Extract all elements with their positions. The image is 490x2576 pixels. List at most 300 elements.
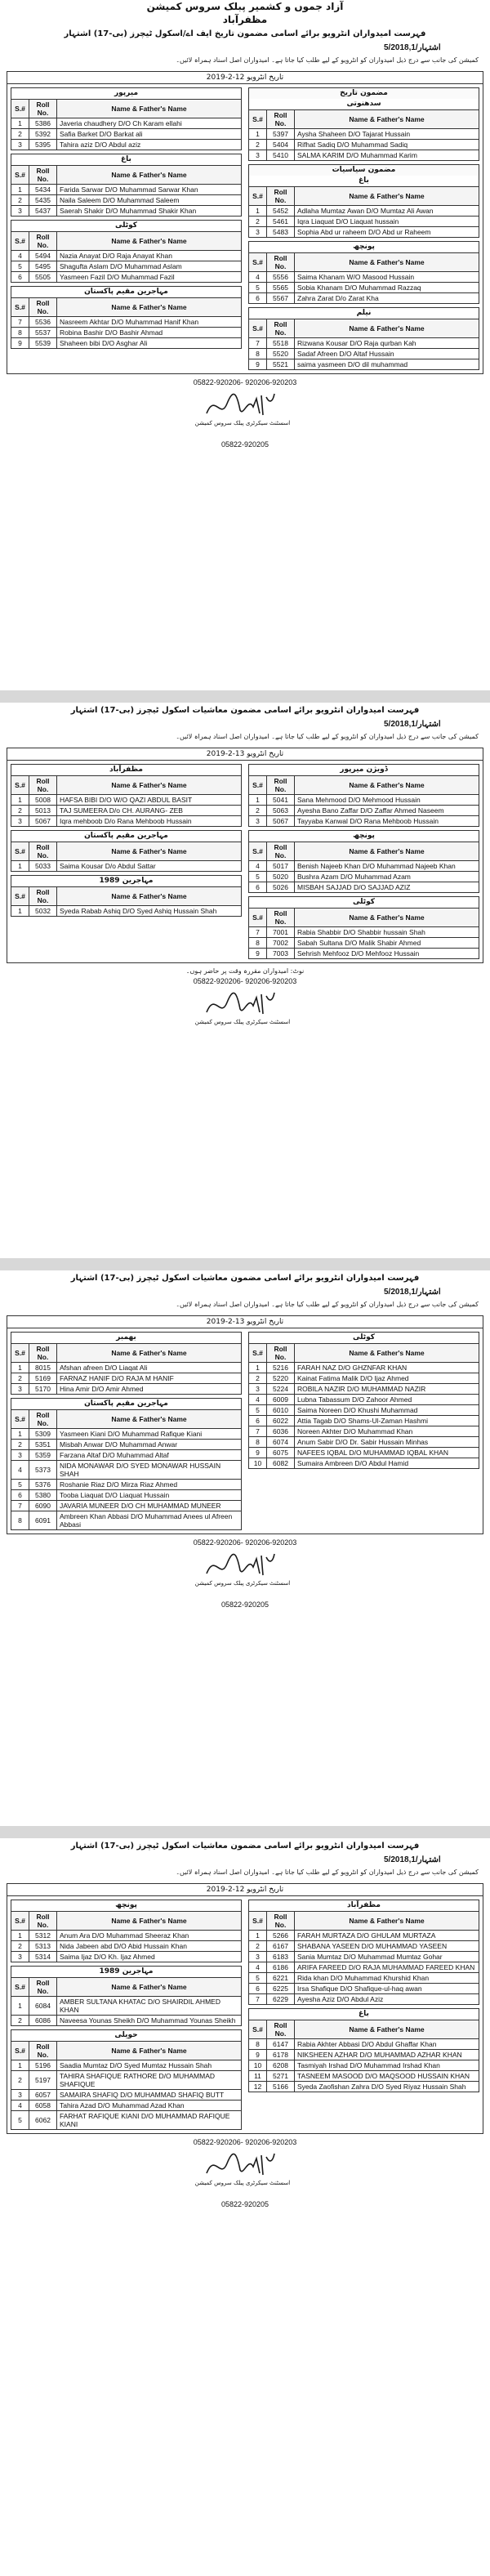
serial-cell: 2	[249, 1373, 267, 1384]
column-header-roll-no: Roll No.	[29, 842, 57, 861]
column-header-name: Name & Father's Name	[57, 298, 242, 317]
table-row	[11, 806, 242, 816]
table-header-row	[11, 100, 242, 118]
candidate-group	[248, 764, 479, 827]
table-row	[11, 1384, 242, 1395]
column-header-serial: S.#	[11, 887, 29, 906]
district-columns	[7, 1328, 483, 1534]
candidate-name-cell: Sana Mehmood D/O Mehmood Hussain	[295, 795, 479, 806]
notice-page	[0, 703, 490, 1258]
candidate-table	[248, 1911, 479, 2005]
notice-page	[0, 1270, 490, 1826]
candidate-table	[248, 775, 479, 827]
table-header-row	[249, 253, 479, 272]
table-row	[249, 217, 479, 227]
right-column	[7, 1896, 245, 2133]
table-header-row	[11, 298, 242, 317]
table-row	[11, 1363, 242, 1373]
candidate-name-cell: Ayesha Aziz D/O Abdul Aziz	[295, 1994, 479, 2005]
candidate-name-cell: Zahra Zarat D/o Zarat Kha	[295, 293, 479, 304]
column-header-name: Name & Father's Name	[295, 253, 479, 272]
district-heading: مظفرآباد	[11, 764, 242, 775]
candidate-name-cell: TAHIRA SHAFIQUE RATHORE D/O MUHAMMAD SHAFIQUE	[57, 2071, 242, 2090]
table-row	[11, 1952, 242, 1962]
serial-cell: 2	[249, 140, 267, 150]
candidate-name-cell: Tasmiyah Irshad D/O Muhammad Irshad Khan	[295, 2060, 479, 2071]
roll-number-cell: 5392	[29, 129, 57, 140]
candidate-name-cell: Ambreen Khan Abbasi D/O Muhammad Anees ul Afreen Abbasi	[57, 1511, 242, 1530]
table-row	[11, 338, 242, 349]
candidate-name-cell: FARAH MURTAZA D/O GHULAM MURTAZA	[295, 1931, 479, 1941]
notice-heading: فہرست امیدواران انٹرویو برائے اسامی مضمون معاشیات اسکول ٹیچرز (بی-17) اشتہار	[70, 1842, 420, 1851]
district-heading: میرپور	[11, 87, 242, 99]
candidate-group	[248, 896, 479, 959]
candidate-name-cell: Nasreem Akhtar D/O Muhammad Hanif Khan	[57, 317, 242, 328]
serial-cell: 1	[11, 1363, 29, 1373]
district-columns	[7, 84, 483, 373]
candidate-name-cell: Adlaha Mumtaz Awan D/O Mumtaz Ali Awan	[295, 206, 479, 217]
handwritten-signature-icon	[203, 2149, 276, 2181]
table-row	[11, 2090, 242, 2101]
roll-number-cell: 6178	[267, 2050, 295, 2060]
candidate-table	[248, 908, 479, 959]
candidate-group	[11, 1900, 242, 1962]
candidate-name-cell: HAFSA BIBI D/O W/O QAZI ABDUL BASIT	[57, 795, 242, 806]
table-header-row	[11, 1978, 242, 1997]
table-row	[11, 251, 242, 261]
district-heading: کوٹلی	[248, 1332, 479, 1343]
serial-cell: 4	[11, 2101, 29, 2111]
fax-number: 05822-920205	[220, 2200, 270, 2208]
candidate-name-cell: Sumaira Ambreen D/O Abdul Hamid	[295, 1458, 479, 1469]
roll-number-cell: 6009	[267, 1395, 295, 1405]
serial-cell: 7	[249, 338, 267, 349]
table-row	[11, 2071, 242, 2090]
serial-cell: 1	[11, 795, 29, 806]
column-header-name: Name & Father's Name	[295, 1344, 479, 1363]
serial-cell: 9	[11, 338, 29, 349]
candidate-table	[11, 1343, 242, 1395]
column-header-name: Name & Father's Name	[57, 2042, 242, 2060]
left-column	[245, 84, 483, 373]
intro-paragraph: کمیشن کی جانب سے درج ذیل امیدواران کو انٹرویو کے لیے طلب کیا جاتا ہے۔ امیدواران اصل اسناد ہمراہ لائیں۔	[176, 1301, 479, 1308]
serial-cell: 8	[11, 1511, 29, 1530]
candidate-name-cell: Iqra Liaquat D/O Liaquat hussain	[295, 217, 479, 227]
candidate-name-cell: TAJ SUMEERA D/o CH. AURANG- ZEB	[57, 806, 242, 816]
candidate-name-cell: Tahira Azad D/O Muhammad Azad Khan	[57, 2101, 242, 2111]
district-heading: باغ	[248, 176, 479, 186]
column-header-serial: S.#	[11, 298, 29, 317]
table-row	[249, 349, 479, 359]
roll-number-cell: 6167	[267, 1941, 295, 1952]
table-row	[249, 227, 479, 238]
table-row	[11, 2016, 242, 2026]
candidate-name-cell: SALMA KARIM D/O Muhammad Karim	[295, 150, 479, 161]
serial-cell: 7	[249, 1994, 267, 2005]
column-header-roll-no: Roll No.	[29, 166, 57, 185]
serial-cell: 8	[249, 938, 267, 949]
serial-cell: 7	[11, 317, 29, 328]
fax-number: 05822-920205	[220, 1601, 270, 1609]
candidate-name-cell: Rabia Shabbir D/O Shabbir hussain Shah	[295, 927, 479, 938]
roll-number-cell: 5314	[29, 1952, 57, 1962]
column-header-roll-no: Roll No.	[267, 1344, 295, 1363]
column-header-roll-no: Roll No.	[29, 298, 57, 317]
candidate-name-cell: Farida Sarwar D/O Muhammad Sarwar Khan	[57, 185, 242, 195]
table-header-row	[249, 842, 479, 861]
column-header-serial: S.#	[249, 2020, 267, 2039]
column-header-name: Name & Father's Name	[57, 776, 242, 795]
candidate-group	[248, 1900, 479, 2005]
candidate-name-cell: Sehrish Mehfooz D/O Mehfooz Hussain	[295, 949, 479, 959]
contact-numbers: 05822-920206- 920206-920203	[193, 1538, 297, 1547]
footnote: نوٹ: امیدواران مقررہ وقت پر حاضر ہوں۔	[185, 967, 305, 975]
intro-paragraph: کمیشن کی جانب سے درج ذیل امیدواران کو انٹرویو کے لیے طلب کیا جاتا ہے۔ امیدواران اصل اسناد ہمراہ لائیں۔	[176, 1868, 479, 1876]
candidate-name-cell: SHABANA YASEEN D/O MUHAMMAD YASEEN	[295, 1941, 479, 1952]
candidate-name-cell: Sophia Abd ur raheem D/O Abd ur Raheem	[295, 227, 479, 238]
roll-number-cell: 5313	[29, 1941, 57, 1952]
table-header-row	[249, 2020, 479, 2039]
table-row	[249, 882, 479, 893]
signatory-title: اسسٹنٹ سیکرٹری پبلک سروس کمیشن	[194, 2180, 291, 2186]
serial-cell: 7	[249, 1426, 267, 1437]
roll-number-cell: 5271	[267, 2071, 295, 2082]
table-row	[249, 938, 479, 949]
candidate-table	[11, 1911, 242, 1962]
column-header-roll-no: Roll No.	[29, 1410, 57, 1429]
serial-cell: 9	[249, 359, 267, 370]
candidate-name-cell: Nida Jabeen abd D/O Abid Hussain Khan	[57, 1941, 242, 1952]
serial-cell: 2	[249, 806, 267, 816]
serial-cell: 2	[11, 129, 29, 140]
serial-cell: 12	[249, 2082, 267, 2092]
column-header-roll-no: Roll No.	[29, 1344, 57, 1363]
serial-cell: 3	[249, 150, 267, 161]
table-header-row	[249, 909, 479, 927]
candidate-name-cell: Yasmeen Kiani D/O Muhammad Rafique Kiani	[57, 1429, 242, 1440]
serial-cell: 6	[249, 293, 267, 304]
candidate-table	[248, 842, 479, 893]
column-header-serial: S.#	[11, 776, 29, 795]
table-row	[11, 1440, 242, 1450]
candidate-name-cell: Rizwana Kousar D/O Raja qurban Kah	[295, 338, 479, 349]
roll-number-cell: 6058	[29, 2101, 57, 2111]
advertisement-reference: 5/2018,1/اشتہار	[384, 43, 441, 52]
candidate-name-cell: FARAH NAZ D/O GHZNFAR KHAN	[295, 1363, 479, 1373]
candidate-table	[11, 1977, 242, 2026]
commission-title: آزاد جموں و کشمیر پبلک سروس کمیشن	[146, 1, 344, 12]
table-row	[249, 1994, 479, 2005]
table-row	[249, 150, 479, 161]
candidate-name-cell: Tooba Liaquat D/O Liaquat Hussain	[57, 1490, 242, 1501]
roll-number-cell: 5395	[29, 140, 57, 150]
roll-number-cell: 6183	[267, 1952, 295, 1962]
table-header-row	[11, 887, 242, 906]
table-header-row	[249, 187, 479, 206]
serial-cell: 2	[11, 1941, 29, 1952]
table-row	[249, 1426, 479, 1437]
roll-number-cell: 6010	[267, 1405, 295, 1416]
column-header-serial: S.#	[249, 319, 267, 338]
roll-number-cell: 5359	[29, 1450, 57, 1461]
roll-number-cell: 6221	[267, 1973, 295, 1984]
roll-number-cell: 5017	[267, 861, 295, 872]
interview-date: تاریخ انٹرویو 12-2-2019	[7, 1884, 483, 1896]
candidate-table	[11, 1409, 242, 1530]
table-row	[249, 795, 479, 806]
candidate-name-cell: Naveesa Younas Sheikh D/O Muhammad Younas Sheikh	[57, 2016, 242, 2026]
handwritten-signature-icon	[203, 988, 276, 1020]
candidate-name-cell: Syeda Rabab Ashiq D/O Syed Ashiq Hussain Shah	[57, 906, 242, 917]
roll-number-cell: 5505	[29, 272, 57, 283]
signature-block	[0, 986, 490, 1038]
serial-cell: 4	[11, 1461, 29, 1480]
table-row	[249, 359, 479, 370]
serial-cell: 9	[249, 1448, 267, 1458]
column-header-serial: S.#	[11, 100, 29, 118]
roll-number-cell: 6075	[267, 1448, 295, 1458]
district-heading: سدھنوتی	[248, 99, 479, 109]
table-row	[11, 795, 242, 806]
column-header-roll-no: Roll No.	[267, 1912, 295, 1931]
interview-schedule-panel	[7, 748, 483, 963]
serial-cell: 1	[249, 795, 267, 806]
serial-cell: 10	[249, 2060, 267, 2071]
candidate-group	[248, 87, 479, 161]
candidate-table	[11, 842, 242, 872]
column-header-serial: S.#	[249, 1344, 267, 1363]
table-row	[249, 872, 479, 882]
column-header-serial: S.#	[249, 1912, 267, 1931]
candidate-name-cell: NIDA MONAWAR D/O SYED MONAWAR HUSSAIN SHAH	[57, 1461, 242, 1480]
roll-number-cell: 5404	[267, 140, 295, 150]
serial-cell: 1	[11, 906, 29, 917]
candidate-name-cell: Afshan afreen D/O Liaqat Ali	[57, 1363, 242, 1373]
serial-cell: 3	[11, 816, 29, 827]
serial-cell: 2	[11, 806, 29, 816]
candidate-group	[248, 241, 479, 304]
table-row	[11, 206, 242, 217]
candidate-name-cell: Sabah Sultana D/O Malik Shabir Ahmed	[295, 938, 479, 949]
advertisement-reference: 5/2018,1/اشتہار	[384, 1288, 441, 1297]
serial-cell: 7	[11, 1501, 29, 1511]
serial-cell: 9	[249, 949, 267, 959]
table-header-row	[249, 1344, 479, 1363]
table-row	[249, 1448, 479, 1458]
candidate-table	[11, 165, 242, 217]
column-header-roll-no: Roll No.	[267, 110, 295, 129]
column-header-serial: S.#	[11, 166, 29, 185]
table-row	[249, 1973, 479, 1984]
serial-cell: 4	[249, 1395, 267, 1405]
table-row	[11, 328, 242, 338]
table-row	[249, 2082, 479, 2092]
candidate-name-cell: Benish Najeeb Khan D/O Muhammad Najeeb Khan	[295, 861, 479, 872]
left-column	[245, 1896, 483, 2133]
serial-cell: 2	[11, 1440, 29, 1450]
serial-cell: 1	[11, 1997, 29, 2016]
table-row	[249, 338, 479, 349]
serial-cell: 5	[249, 872, 267, 882]
serial-cell: 3	[11, 206, 29, 217]
roll-number-cell: 5518	[267, 338, 295, 349]
candidate-name-cell: Iqra mehboob D/o Rana Mehboob Hussain	[57, 816, 242, 827]
roll-number-cell: 7003	[267, 949, 295, 959]
roll-number-cell: 5567	[267, 293, 295, 304]
column-header-roll-no: Roll No.	[29, 776, 57, 795]
signatory-title: اسسٹنٹ سیکرٹری پبلک سروس کمیشن	[194, 1580, 291, 1587]
candidate-group	[11, 2029, 242, 2130]
candidate-name-cell: Yasmeen Fazil D/O Muhammad Fazil	[57, 272, 242, 283]
roll-number-cell: 5216	[267, 1363, 295, 1373]
roll-number-cell: 5033	[29, 861, 57, 872]
roll-number-cell: 6022	[267, 1416, 295, 1426]
roll-number-cell: 5452	[267, 206, 295, 217]
district-heading: حویلی	[11, 2029, 242, 2041]
column-header-serial: S.#	[11, 1978, 29, 1997]
notice-page	[0, 0, 490, 690]
candidate-name-cell: Safia Barket D/O Barkat ali	[57, 129, 242, 140]
roll-number-cell: 5020	[267, 872, 295, 882]
column-header-name: Name & Father's Name	[57, 232, 242, 251]
table-row	[11, 1450, 242, 1461]
table-row	[249, 1931, 479, 1941]
serial-cell: 1	[11, 2060, 29, 2071]
table-row	[11, 185, 242, 195]
serial-cell: 8	[11, 328, 29, 338]
serial-cell: 1	[249, 1363, 267, 1373]
serial-cell: 3	[249, 1384, 267, 1395]
serial-cell: 2	[11, 195, 29, 206]
roll-number-cell: 7002	[267, 938, 295, 949]
district-heading: پونچھ	[11, 1900, 242, 1911]
notice-page	[0, 1838, 490, 2576]
table-row	[11, 906, 242, 917]
serial-cell: 3	[249, 816, 267, 827]
table-row	[249, 283, 479, 293]
table-row	[249, 816, 479, 827]
serial-cell: 1	[249, 206, 267, 217]
column-header-serial: S.#	[249, 842, 267, 861]
column-header-serial: S.#	[11, 2042, 29, 2060]
table-row	[249, 2050, 479, 2060]
candidate-name-cell: FARNAZ HANIF D/O RAJA M HANIF	[57, 1373, 242, 1384]
serial-cell: 6	[249, 882, 267, 893]
candidate-table	[11, 886, 242, 917]
candidate-name-cell: saima yasmeen D/O dil muhammad	[295, 359, 479, 370]
candidate-group	[248, 1332, 479, 1469]
table-row	[11, 2101, 242, 2111]
table-row	[11, 317, 242, 328]
roll-number-cell: 5373	[29, 1461, 57, 1480]
column-header-name: Name & Father's Name	[295, 319, 479, 338]
table-row	[11, 2060, 242, 2071]
roll-number-cell: 5063	[267, 806, 295, 816]
roll-number-cell: 6086	[29, 2016, 57, 2026]
roll-number-cell: 6186	[267, 1962, 295, 1973]
roll-number-cell: 5067	[267, 816, 295, 827]
table-row	[11, 2111, 242, 2130]
candidate-name-cell: TASNEEM MASOOD D/O MAQSOOD HUSSAIN KHAN	[295, 2071, 479, 2082]
column-header-serial: S.#	[11, 842, 29, 861]
roll-number-cell: 5224	[267, 1384, 295, 1395]
column-header-roll-no: Roll No.	[267, 776, 295, 795]
serial-cell: 6	[11, 1490, 29, 1501]
candidate-table	[11, 99, 242, 150]
candidate-name-cell: Shagufta Aslam D/O Muhammad Aslam	[57, 261, 242, 272]
table-row	[11, 1480, 242, 1490]
serial-cell: 8	[249, 2039, 267, 2050]
candidate-table	[11, 2041, 242, 2130]
roll-number-cell: 6082	[267, 1458, 295, 1469]
candidate-table	[11, 231, 242, 283]
serial-cell: 8	[249, 1437, 267, 1448]
table-row	[249, 949, 479, 959]
candidate-name-cell: Saima Khanam W/O Masood Hussain	[295, 272, 479, 283]
district-heading: کوٹلی	[248, 896, 479, 908]
table-row	[249, 2071, 479, 2082]
advertisement-reference: 5/2018,1/اشتہار	[384, 720, 441, 729]
candidate-name-cell: Naila Saleem D/O Muhammad Saleem	[57, 195, 242, 206]
candidate-name-cell: Javeria chaudhery D/O Ch Karam ellahi	[57, 118, 242, 129]
page-separator	[0, 1826, 490, 1838]
roll-number-cell: 5495	[29, 261, 57, 272]
district-heading: کوٹلی	[11, 220, 242, 231]
table-row	[249, 1395, 479, 1405]
table-header-row	[11, 2042, 242, 2060]
candidate-group	[248, 164, 479, 238]
roll-number-cell: 5013	[29, 806, 57, 816]
serial-cell: 1	[11, 118, 29, 129]
column-header-name: Name & Father's Name	[295, 1912, 479, 1931]
candidate-table	[248, 109, 479, 161]
roll-number-cell: 5170	[29, 1384, 57, 1395]
handwritten-signature-icon	[203, 389, 276, 422]
table-row	[11, 1373, 242, 1384]
serial-cell: 7	[249, 927, 267, 938]
intro-paragraph: کمیشن کی جانب سے درج ذیل امیدواران کو انٹرویو کے لیے طلب کیا جاتا ہے۔ امیدواران اصل اسناد ہمراہ لائیں۔	[176, 733, 479, 740]
subject-heading: مضمون سیاسیات	[248, 164, 479, 176]
serial-cell: 5	[249, 1405, 267, 1416]
notice-heading: فہرست امیدواران انٹرویو برائے اسامی مضمون تاریخ ایف اے/اسکول ٹیچرز (بی-17) اشتہار	[64, 29, 426, 38]
serial-cell: 4	[11, 251, 29, 261]
serial-cell: 6	[11, 272, 29, 283]
candidate-table	[248, 186, 479, 238]
right-column	[7, 1328, 245, 1534]
candidate-name-cell: Bushra Azam D/O Muhammad Azam	[295, 872, 479, 882]
table-row	[249, 927, 479, 938]
roll-number-cell: 6229	[267, 1994, 295, 2005]
roll-number-cell: 5196	[29, 2060, 57, 2071]
contact-numbers: 05822-920206- 920206-920203	[193, 378, 297, 386]
roll-number-cell: 5537	[29, 328, 57, 338]
column-header-roll-no: Roll No.	[29, 1978, 57, 1997]
page-separator	[0, 1258, 490, 1270]
candidate-name-cell: Sania Mumtaz D/O Muhammad Mumtaz Gohar	[295, 1952, 479, 1962]
roll-number-cell: 5032	[29, 906, 57, 917]
table-row	[249, 140, 479, 150]
candidate-name-cell: Irsa Shafique D/O Shafique-ul-haq awan	[295, 1984, 479, 1994]
candidate-name-cell: Anum Ara D/O Muhammad Sheeraz Khan	[57, 1931, 242, 1941]
serial-cell: 5	[249, 283, 267, 293]
candidate-group	[11, 286, 242, 349]
roll-number-cell: 5166	[267, 2082, 295, 2092]
serial-cell: 2	[11, 2016, 29, 2026]
left-column	[245, 761, 483, 962]
serial-cell: 8	[249, 349, 267, 359]
candidate-group	[11, 875, 242, 917]
advertisement-reference: 5/2018,1/اشتہار	[384, 1855, 441, 1864]
